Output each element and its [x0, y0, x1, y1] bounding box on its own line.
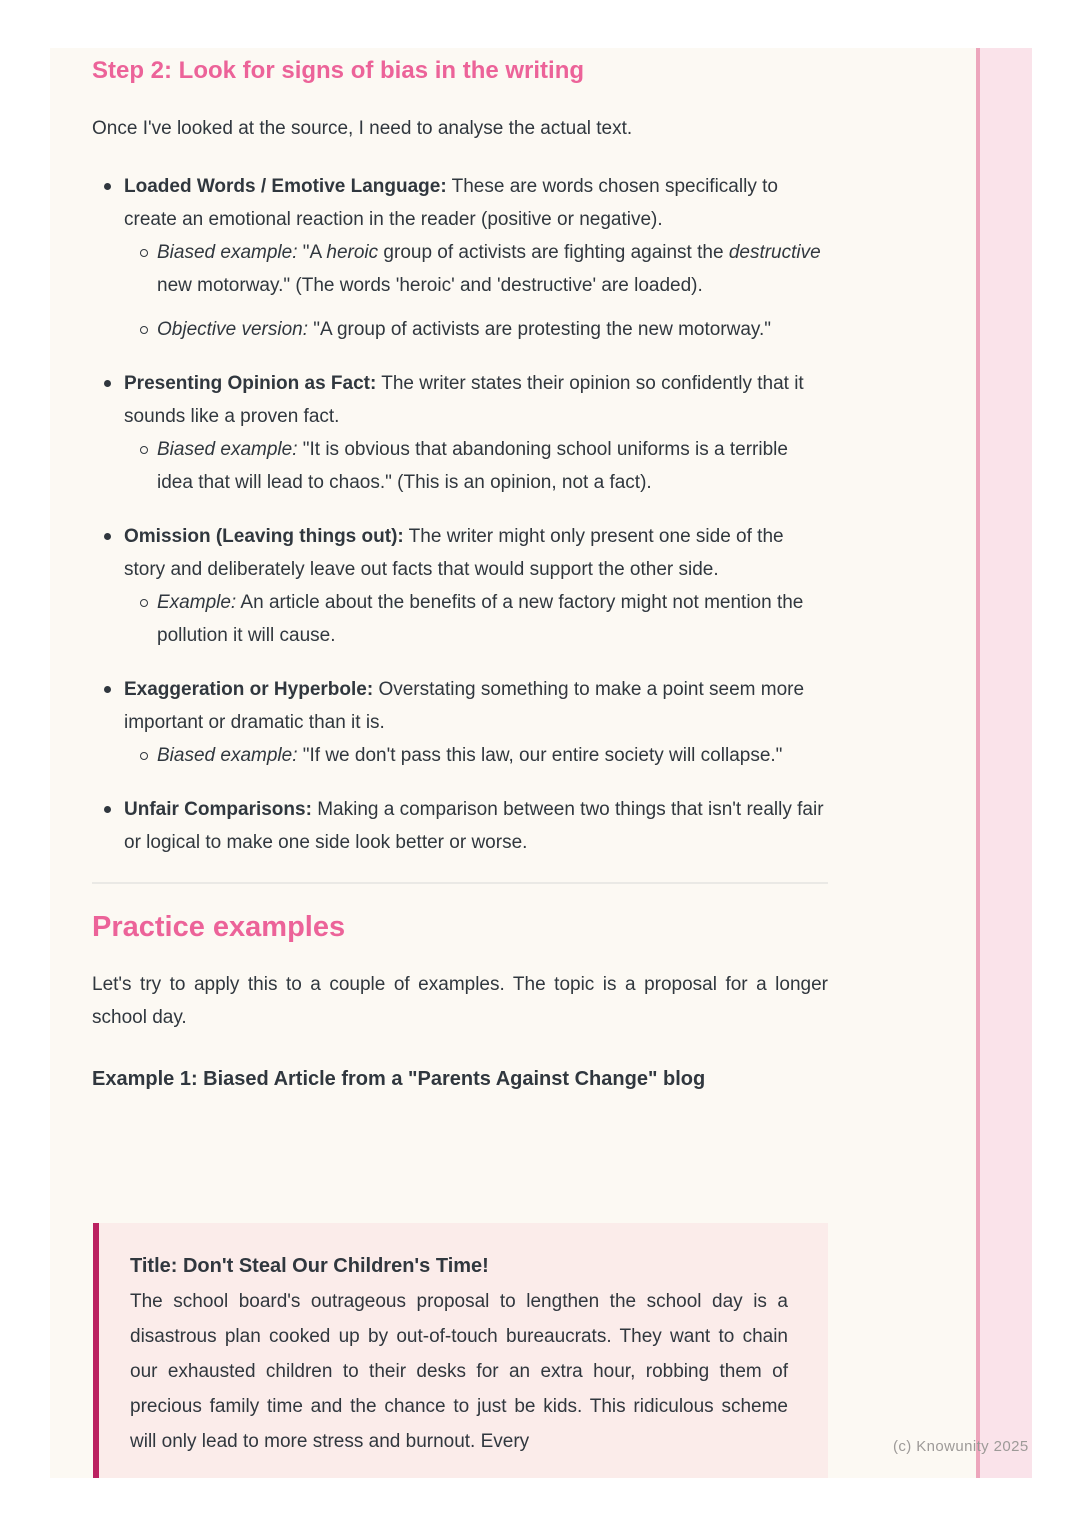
next-page-edge-strip — [976, 48, 1032, 1478]
list-item — [92, 793, 828, 859]
bullet-dot-marker — [92, 673, 124, 739]
bias-bullet-unfair-comparisons — [92, 793, 828, 859]
example1-quote-box — [93, 1223, 828, 1478]
step-heading: Step 2: Look for signs of bias in the writing — [92, 57, 585, 84]
bullet-circle-marker — [140, 586, 157, 652]
sub-list-item — [140, 236, 828, 302]
document-page — [50, 48, 1032, 1478]
bullet-text: Exaggeration or Hyperbole: Overstating something to make a point seem more important or dramatic than it is. — [124, 679, 805, 733]
sub-list — [92, 433, 828, 499]
list-item — [92, 520, 828, 586]
sub-list-item — [140, 433, 828, 499]
intro-paragraph: Once I've looked at the source, I need to analyse the actual text. — [92, 118, 633, 139]
quote-content — [99, 1223, 828, 1478]
bullet-circle-marker — [140, 313, 157, 346]
watermark: (c) Knowunity 2025 — [893, 1438, 1029, 1455]
sub-bullet-text: Objective version: "A group of activists are protesting the new motorway." — [157, 319, 772, 340]
quote-body: The school board's outrageous proposal to lengthen the school day is a disastrous plan cooked up by out-of-touch bureaucrats. They want to chain our exhausted children to their desks for an extra hour, robbing them of precious family time and the chance to just be kids. This ridiculous scheme will only lead to more stress and burnout. Every — [130, 1291, 788, 1452]
bias-bullet-opinion-as-fact — [92, 367, 828, 499]
bullet-text: Omission (Leaving things out): The writer might only present one side of the story and deliberately leave out facts that would support the other side. — [124, 526, 784, 580]
bias-signs-list — [92, 170, 828, 859]
bullet-dot-marker — [92, 170, 124, 236]
bullet-circle-marker — [140, 433, 157, 499]
bullet-dot-marker — [92, 520, 124, 586]
list-item — [92, 170, 828, 236]
sub-bullet-text: Biased example: "A heroic group of activists are fighting against the destructive new motorway." (The words 'heroic' and 'destructive' are loaded). — [157, 242, 821, 296]
sub-list — [92, 739, 828, 772]
bullet-dot-marker — [92, 793, 124, 859]
sub-list-item — [140, 313, 828, 346]
bullet-dot-marker — [92, 367, 124, 433]
sub-list-item — [140, 739, 828, 772]
bias-bullet-exaggeration — [92, 673, 828, 772]
sub-list-item — [140, 586, 828, 652]
sub-list — [92, 586, 828, 652]
sub-bullet-text: Example: An article about the benefits of a new factory might not mention the pollution it will cause. — [157, 592, 804, 646]
bias-bullet-omission — [92, 520, 828, 652]
quote-title: Title: Don't Steal Our Children's Time! — [130, 1255, 489, 1277]
bullet-circle-marker — [140, 236, 157, 302]
example1-heading: Example 1: Biased Article from a "Parents Against Change" blog — [92, 1068, 706, 1090]
practice-heading: Practice examples — [92, 911, 346, 943]
bullet-text: Presenting Opinion as Fact: The writer states their opinion so confidently that it sounds like a proven fact. — [124, 373, 804, 427]
sub-list — [92, 236, 828, 346]
bullet-circle-marker — [140, 739, 157, 772]
section-divider — [92, 882, 828, 884]
list-item — [92, 367, 828, 433]
document-content — [92, 48, 828, 1096]
bullet-text: Loaded Words / Emotive Language: These are words chosen specifically to create an emotional reaction in the reader (positive or negative). — [124, 176, 778, 230]
practice-intro: Let's try to apply this to a couple of examples. The topic is a proposal for a longer school day. — [92, 974, 828, 1028]
bias-bullet-loaded-words — [92, 170, 828, 346]
list-item — [92, 673, 828, 739]
bullet-text: Unfair Comparisons: Making a comparison between two things that isn't really fair or logical to make one side look better or worse. — [124, 799, 824, 853]
sub-bullet-text: Biased example: "If we don't pass this law, our entire society will collapse." — [157, 745, 783, 766]
sub-bullet-text: Biased example: "It is obvious that abandoning school uniforms is a terrible idea that will lead to chaos." (This is an opinion, not a fact). — [157, 439, 788, 493]
